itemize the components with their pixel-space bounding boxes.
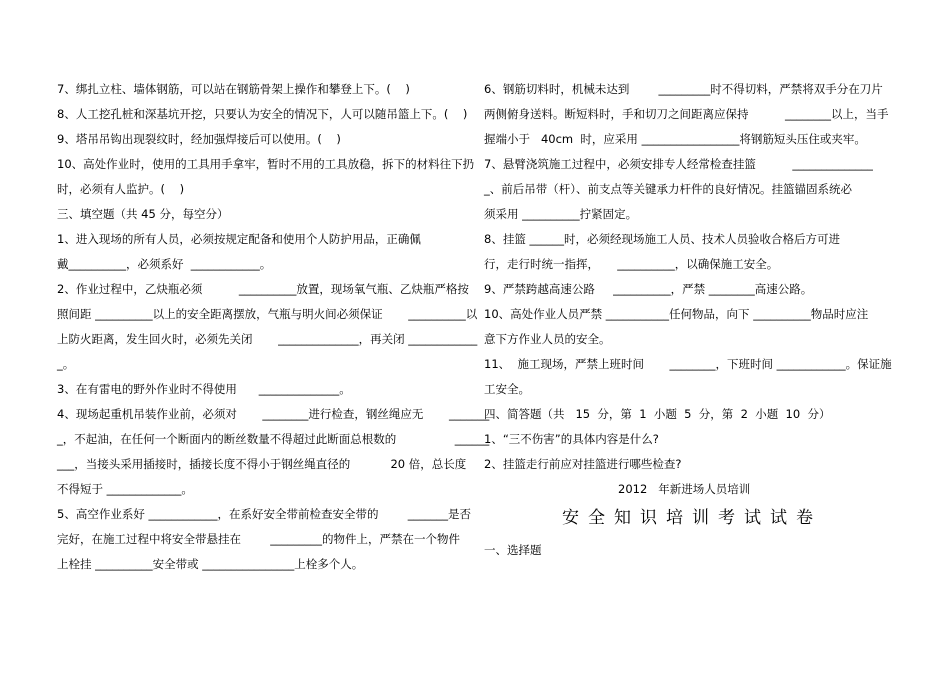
question-r11-line-1: 11、 施工现场，严禁上班时间 ________，下班时间 ____________。保证施 [484,357,892,371]
question-r7-line-1: 7、悬臂浇筑施工过程中，必须安排专人经常检查挂篮 ______________ [484,157,873,171]
question-r8-line-1: 8、挂篮 ______时，必须经现场施工人员、技术人员验收合格后方可进 [484,232,840,246]
fill-5-line-3: 上栓挂 __________安全带或 ________________上栓多个人。 [57,557,364,571]
question-8: 8、人工挖孔桩和深基坑开挖，只要认为安全的情况下，人可以随吊篮上下。( ) [57,107,468,121]
fill-1-line-1: 1、进入现场的所有人员，必须按规定配备和使用个人防护用品，正确佩 [57,232,421,246]
question-r6-line-3: 握端小于 40cm 时，应采用 _________________将钢筋短头压住或夹牢。 [484,132,866,146]
fill-4-line-2: _，不起油，在任何一个断面内的断丝数量不得超过此断面总根数的 ______ [57,432,490,446]
fill-5-line-2: 完好，在施工过程中将安全带悬挂在 _________的物件上，严禁在一个物件 [57,532,460,546]
question-r6-line-1: 6、钢筋切料时，机械未达到 _________时不得切料，严禁将双手分在刀片 [484,82,883,96]
question-r8-line-2: 行，走行时统一指挥， __________，以确保施工安全。 [484,257,779,271]
fill-3: 3、在有雷电的野外作业时不得使用 ______________。 [57,382,351,396]
question-r10-line-2: 意下方作业人员的安全。 [484,332,611,346]
section-3-heading: 三、填空题（共 45 分，每空分） [57,207,229,221]
short-answer-2: 2、挂篮走行前应对挂篮进行哪些检查? [484,457,682,471]
fill-2-line-4: _。 [57,357,75,371]
question-r10-line-1: 10、高处作业人员严禁 ___________任何物品，向下 __________物品时应注 [484,307,869,321]
question-r7-line-2: _、前后吊带（杆）、前支点等关键承力杆件的良好情况。挂篮锚固系统必 [484,182,852,196]
fill-2-line-3: 上防火距离，发生回火时，必须先关闭 ______________，再关闭 ____________ [57,332,478,346]
question-10-line-2: 时，必须有人监护。( ) [57,182,185,196]
question-r6-line-2: 两侧俯身送料。断短料时，手和切刀之间距离应保持 ________以上，当手 [484,107,889,121]
question-10-line-1: 10、高处作业时，使用的工具用手拿牢，暂时不用的工具放稳，拆下的材料往下扔 [57,157,475,171]
next-section-heading: 一、选择题 [484,543,542,557]
fill-2-line-2: 照间距 __________以上的安全距离摆放，气瓶与明火间必须保证 __________以 [57,307,478,321]
fill-4-line-1: 4、现场起重机吊装作业前，必须对 ________进行检查，钢丝绳应无 _______ [57,407,490,421]
fill-1-line-2: 戴__________，必须系好 ____________。 [57,257,272,271]
question-r9: 9、严禁跨越高速公路 __________，严禁 ________高速公路。 [484,282,813,296]
section-4-heading: 四、简答题（共 15 分，第 1 小题 5 分，第 2 小题 10 分） [484,407,831,421]
next-page-year-label: 2012 年新进场人员培训 [618,482,751,496]
short-answer-1: 1、“三不伤害”的具体内容是什么? [484,432,659,446]
fill-2-line-1: 2、作业过程中，乙炔瓶必须 __________放置，现场氧气瓶、乙炔瓶严格按 [57,282,469,296]
fill-4-line-3: ___，当接头采用插接时，插接长度不得小于钢丝绳直径的 20 倍，总长度 [57,457,467,471]
question-9: 9、塔吊吊钩出现裂纹时，经加强焊接后可以使用。( ) [57,132,341,146]
question-r11-line-2: 工安全。 [484,382,530,396]
fill-5-line-1: 5、高空作业系好 ____________，在系好安全带前检查安全带的 _______是否 [57,507,471,521]
fill-4-line-4: 不得短于 _____________。 [57,482,193,496]
question-r7-line-3: 须采用 __________拧紧固定。 [484,207,638,221]
question-7: 7、绑扎立柱、墙体钢筋，可以站在钢筋骨架上操作和攀登上下。( ) [57,82,410,96]
next-page-title: 安全知识培训考试试卷 [562,508,822,528]
